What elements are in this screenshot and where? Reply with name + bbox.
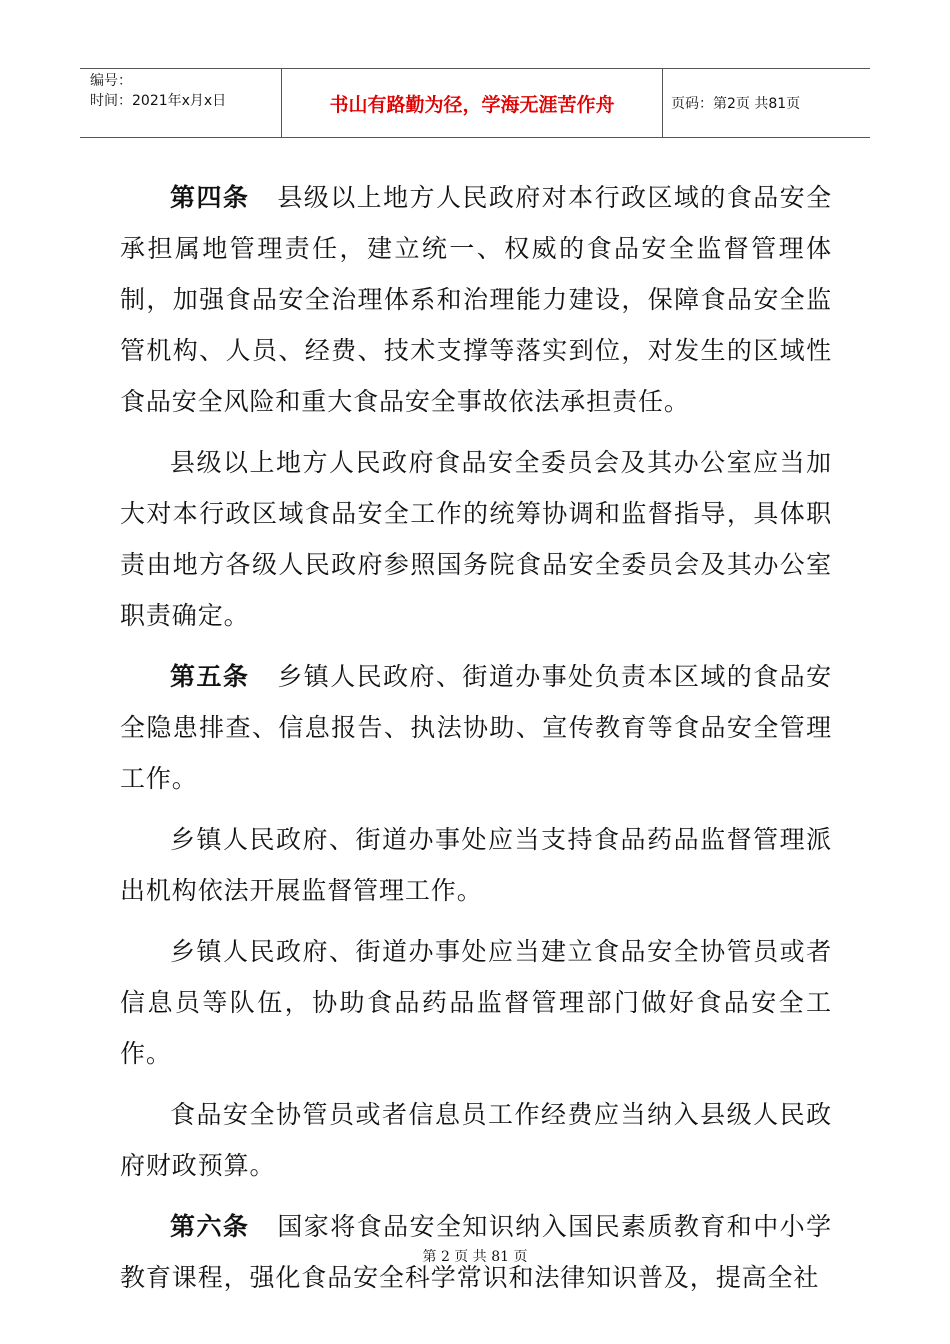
paragraph xyxy=(120,814,832,916)
header-motto: 书山有路勤为径，学海无涯苦作舟 xyxy=(282,69,663,137)
paragraph xyxy=(120,437,832,641)
paragraph-text: 乡镇人民政府、街道办事处负责本区域的食品安全隐患排查、信息报告、执法协助、宣传教育等食品安全管理工作。 xyxy=(120,662,833,793)
page-header xyxy=(80,68,870,138)
time-label: 时间：2021年x月x日 xyxy=(90,93,227,109)
paragraph-text: 乡镇人民政府、街道办事处应当建立食品安全协管员或者信息员等队伍，协助食品药品监督管理部门做好食品安全工作。 xyxy=(120,937,832,1068)
article-number: 第四条 xyxy=(170,183,250,212)
paragraph xyxy=(120,172,832,427)
number-label: 编号： xyxy=(90,73,132,89)
paragraph-text: 县级以上地方人民政府对本行政区域的食品安全承担属地管理责任，建立统一、权威的食品安全监督管理体制，加强食品安全治理体系和治理能力建设，保障食品安全监管机构、人员、经费、技术支撑等落实到位，对发生的区域性食品安全风险和重大食品安全事故依法承担责任。 xyxy=(120,183,833,416)
paragraph-text: 县级以上地方人民政府食品安全委员会及其办公室应当加大对本行政区域食品安全工作的统筹协调和监督指导，具体职责由地方各级人民政府参照国务院食品安全委员会及其办公室职责确定。 xyxy=(120,448,832,630)
paragraph-text: 食品安全协管员或者信息员工作经费应当纳入县级人民政府财政预算。 xyxy=(120,1100,832,1180)
document-body xyxy=(120,172,832,1313)
header-meta xyxy=(80,69,282,137)
article-number: 第五条 xyxy=(170,662,250,691)
paragraph-text: 乡镇人民政府、街道办事处应当支持食品药品监督管理派出机构依法开展监督管理工作。 xyxy=(120,825,832,905)
header-page-info: 页码：第2页 共81页 xyxy=(671,96,801,112)
paragraph xyxy=(120,651,832,804)
paragraph-text: 国家将食品安全知识纳入国民素质教育和中小学教育课程，强化食品安全科学常识和法律知识普及，提高全社 xyxy=(120,1212,833,1292)
article-number: 第六条 xyxy=(170,1212,250,1241)
paragraph xyxy=(120,926,832,1079)
paragraph xyxy=(120,1089,832,1191)
page-footer: 第 2 页 共 81 页 xyxy=(422,1249,528,1265)
